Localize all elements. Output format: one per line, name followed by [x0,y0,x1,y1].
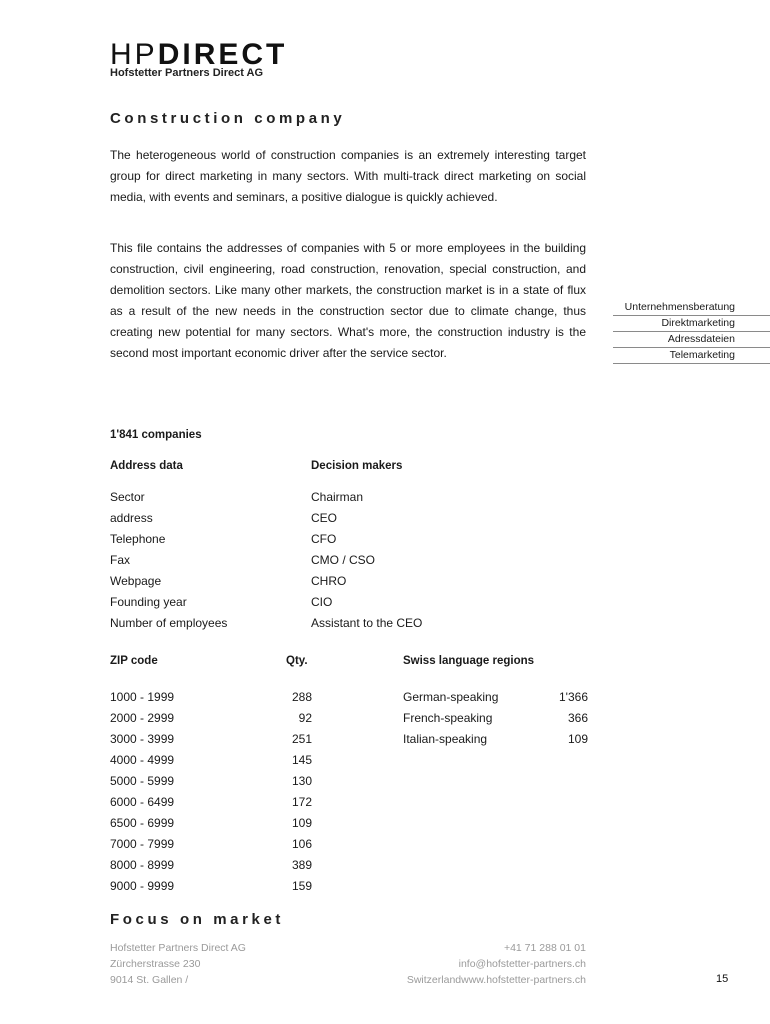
page-title: Construction company [110,110,346,127]
region-name: Italian-speaking [403,732,488,746]
footer-city: 9014 St. Gallen / [110,974,189,986]
table-row [110,792,312,813]
logo [110,40,287,70]
side-nav-item-unternehmensberatung[interactable]: Unternehmensberatung [613,300,770,316]
decision-maker-item: Assistant to the CEO [311,616,423,630]
zip-range: 9000 - 9999 [110,879,175,893]
side-nav-item-direktmarketing[interactable]: Direktmarketing [613,316,770,332]
address-data-item: Number of employees [110,616,228,630]
zip-qty: 288 [291,690,312,704]
address-data-item: Founding year [110,595,187,609]
zip-range: 8000 - 8999 [110,858,175,872]
region-qty: 109 [567,732,588,746]
zip-qty: 130 [291,774,312,788]
table-row [110,855,312,876]
address-data-header: Address data [110,460,183,472]
table-row [110,813,312,834]
zip-qty: 251 [291,732,312,746]
companies-count: 1'841 companies [110,429,202,441]
zip-qty: 159 [291,879,312,893]
table-row [110,876,312,897]
footer-address [110,940,246,988]
zip-qty: 172 [291,795,312,809]
decision-makers-list [311,487,511,634]
table-row [403,687,588,708]
zip-range: 4000 - 4999 [110,753,175,767]
footer-street: Zürcherstrasse 230 [110,958,201,970]
qty-header: Qty. [286,655,308,667]
region-qty: 366 [567,711,588,725]
zip-range: 1000 - 1999 [110,690,175,704]
table-row [403,729,588,750]
focus-title: Focus on market [110,911,285,928]
region-name: German-speaking [403,690,499,704]
decision-maker-item: CHRO [311,574,347,588]
table-row [403,708,588,729]
table-row [110,708,312,729]
zip-range: 7000 - 7999 [110,837,175,851]
address-data-item: Fax [110,553,131,567]
zip-qty: 106 [291,837,312,851]
decision-maker-item: CFO [311,532,337,546]
decision-makers-header: Decision makers [311,460,403,472]
table-row [110,834,312,855]
logo-direct: DIRECT [157,38,288,71]
table-row [110,729,312,750]
region-qty: 1'366 [559,690,588,704]
side-nav-item-adressdateien[interactable]: Adressdateien [613,332,770,348]
description-paragraph: This file contains the addresses of companies with 5 or more employees in the building construction, civil engineering, road construction, renovation, special construction, and demolition sectors. Like many other markets, the construction market is in a state of flux as a result of the new needs in the construction sector due to climate change, thus creating new potential for many sectors. What's more, the construction industry is the second most important economic driver after the service sector. [110,241,586,360]
zip-qty: 389 [291,858,312,872]
logo-hp: HP [110,38,158,71]
footer-phone: +41 71 288 01 01 [503,942,586,954]
zip-table [110,687,312,897]
page-number: 15 [716,973,729,985]
footer-email[interactable]: info@hofstetter-partners.ch [458,958,586,970]
zip-range: 2000 - 2999 [110,711,175,725]
zip-qty: 109 [291,816,312,830]
zip-code-header: ZIP code [110,655,158,667]
logo-subtitle: Hofstetter Partners Direct AG [110,67,264,79]
zip-range: 3000 - 3999 [110,732,175,746]
decision-maker-item: CEO [311,511,338,525]
decision-maker-item: CMO / CSO [311,553,376,567]
address-data-item: address [110,511,153,525]
zip-range: 6000 - 6499 [110,795,175,809]
language-regions-table [403,687,588,750]
footer-website[interactable]: Switzerlandwww.hofstetter-partners.ch [406,974,586,986]
decision-maker-item: Chairman [311,490,364,504]
zip-qty: 145 [291,753,312,767]
table-row [110,771,312,792]
table-row [110,687,312,708]
zip-qty: 92 [298,711,312,725]
decision-maker-item: CIO [311,595,333,609]
language-regions-header: Swiss language regions [403,655,535,667]
zip-range: 6500 - 6999 [110,816,175,830]
footer-company: Hofstetter Partners Direct AG [110,942,246,954]
side-nav-item-telemarketing[interactable]: Telemarketing [613,348,770,364]
side-nav [613,300,770,364]
intro-paragraph: The heterogeneous world of construction companies is an extremely interesting target group for direct marketing in many sectors. With multi-track direct marketing on social media, with events and seminars, a positive dialogue is quickly achieved. [110,148,586,204]
address-data-item: Webpage [110,574,162,588]
address-data-item: Telephone [110,532,166,546]
region-name: French-speaking [403,711,493,725]
footer-contact [330,940,586,988]
address-data-item: Sector [110,490,145,504]
address-data-list [110,487,300,634]
zip-range: 5000 - 5999 [110,774,175,788]
table-row [110,750,312,771]
